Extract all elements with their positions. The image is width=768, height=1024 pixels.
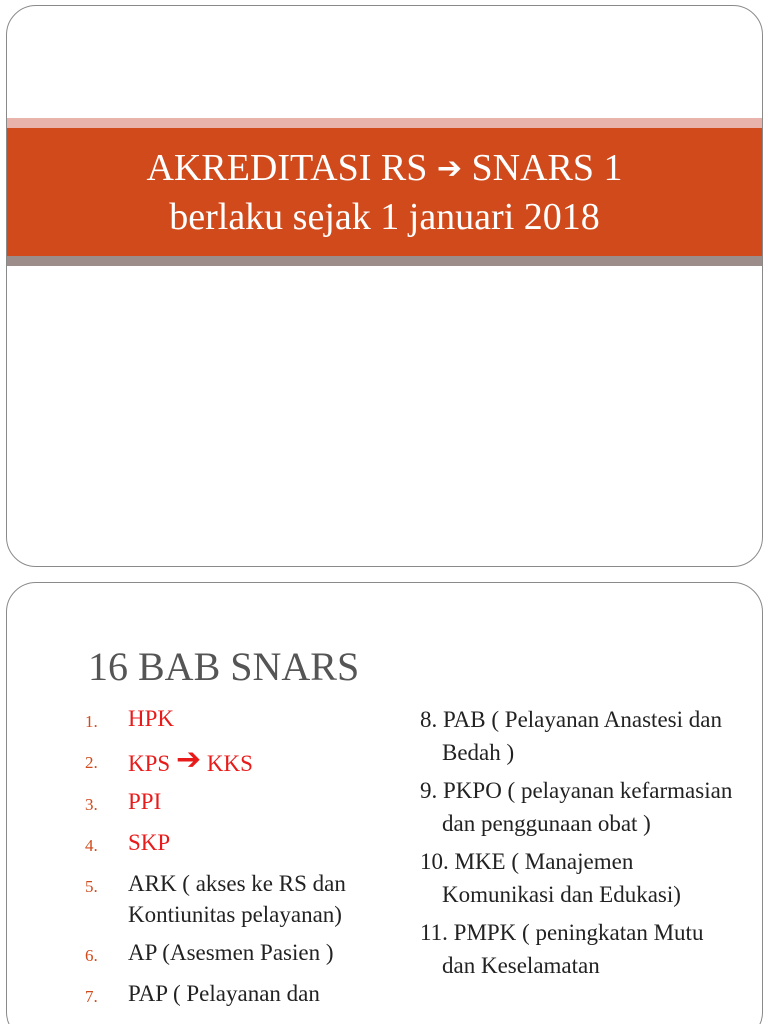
list-text: PPI <box>128 789 162 814</box>
band-top-stripe <box>7 118 762 128</box>
right-arrow-icon: ➔ <box>436 150 463 186</box>
title-band <box>7 118 762 266</box>
list-item: 8. PAB ( Pelayanan Anastesi dan Bedah ) <box>420 707 722 765</box>
list-item <box>85 868 385 930</box>
list-item <box>85 937 385 971</box>
left-list <box>85 703 385 1019</box>
title-part2: SNARS 1 <box>471 146 623 189</box>
list-item: 10. MKE ( Manajemen Komunikasi dan Edukasi) <box>420 849 681 907</box>
list-text: SKP <box>128 830 171 855</box>
list-number: 1. <box>85 712 98 731</box>
slide-subtitle: berlaku sejak 1 januari 2018 <box>169 195 600 238</box>
right-list <box>420 703 740 987</box>
list-number: 2. <box>85 753 98 772</box>
list-text-a: KPS <box>128 751 171 776</box>
list-text: HPK <box>128 706 175 731</box>
list-text: ARK ( akses ke RS dan Kontiunitas pelayanan) <box>128 871 346 927</box>
list-text: AP (Asesmen Pasien ) <box>128 940 334 965</box>
list-number: 7. <box>85 987 98 1006</box>
list-text-b: KKS <box>206 751 253 776</box>
slide-1 <box>6 5 763 567</box>
band-main <box>7 128 762 256</box>
list-text <box>128 744 385 779</box>
slide-title <box>146 144 622 193</box>
list-text: PAP ( Pelayanan dan <box>128 981 320 1006</box>
slide2-title: 16 BAB SNARS <box>88 644 360 689</box>
list-number: 5. <box>85 877 98 896</box>
right-arrow-icon: ➔ <box>175 742 202 777</box>
list-item <box>85 827 385 861</box>
list-item <box>85 703 385 737</box>
list-item <box>85 978 385 1012</box>
list-item: 9. PKPO ( pelayanan kefarmasian dan penggunaan obat ) <box>420 778 733 836</box>
list-item <box>85 744 385 779</box>
list-number: 3. <box>85 795 98 814</box>
list-number: 6. <box>85 946 98 965</box>
title-part1: AKREDITASI RS <box>146 146 428 189</box>
band-bottom-stripe <box>7 256 762 266</box>
list-number: 4. <box>85 836 98 855</box>
slide-2 <box>6 582 763 1024</box>
list-item: 11. PMPK ( peningkatan Mutu dan Keselamatan <box>420 920 704 978</box>
list-item <box>85 786 385 820</box>
